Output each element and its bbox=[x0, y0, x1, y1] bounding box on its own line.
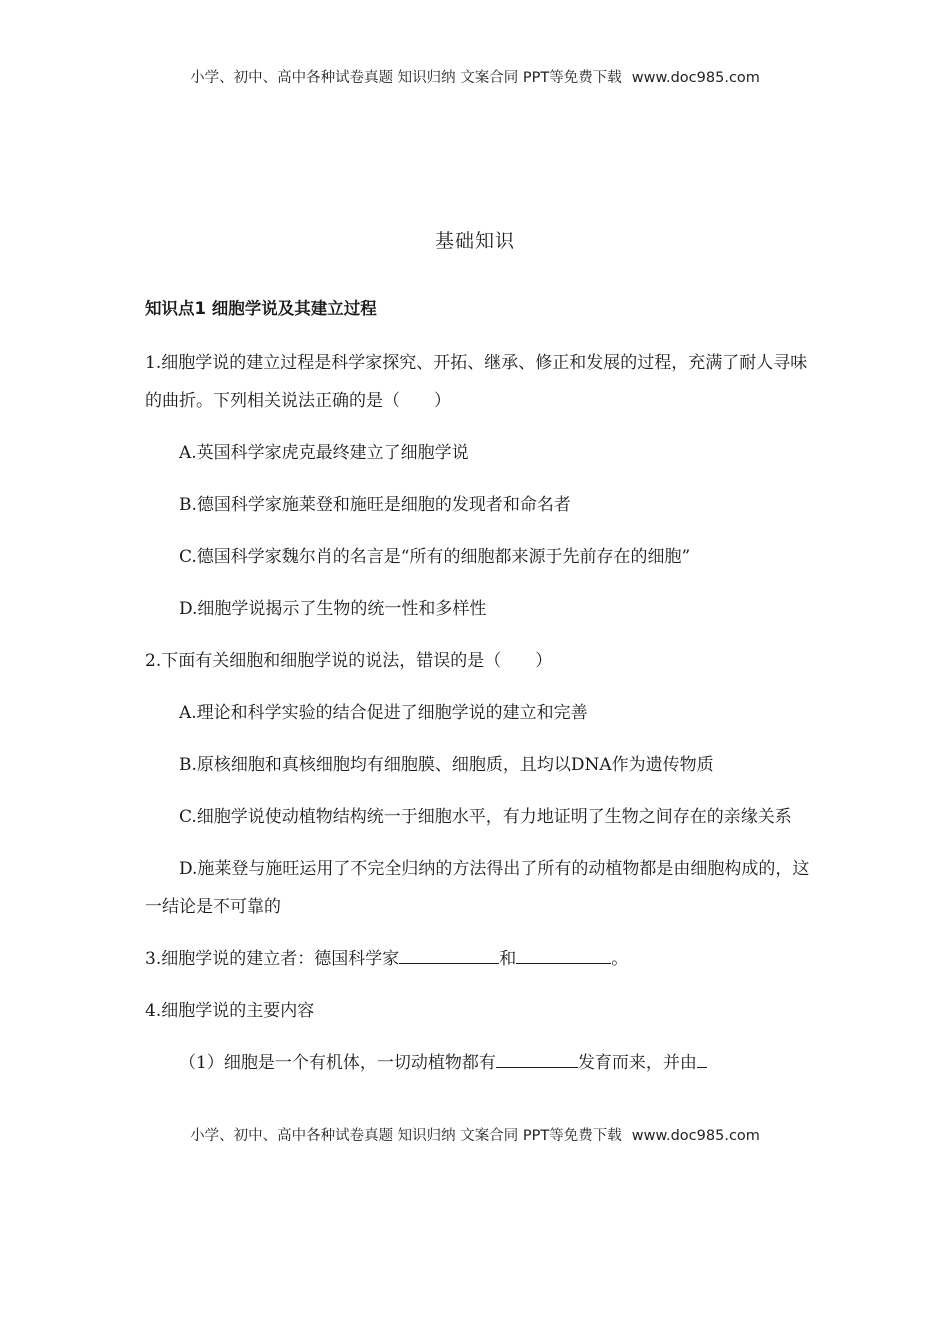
answer-blank-2[interactable] bbox=[516, 941, 611, 964]
question-3-suffix: 。 bbox=[611, 949, 629, 969]
question-1-stem: 1.细胞学说的建立过程是科学家探究、开拓、继承、修正和发展的过程，充满了耐人寻味的曲折。下列相关说法正确的是（ ） bbox=[145, 353, 808, 411]
page-footer bbox=[0, 1124, 950, 1145]
question-4-stem: 4.细胞学说的主要内容 bbox=[145, 1001, 315, 1021]
answer-blank-1[interactable] bbox=[399, 941, 499, 964]
question-2-option-b: B.原核细胞和真核细胞均有细胞膜、细胞质，且均以DNA作为遗传物质 bbox=[179, 755, 714, 775]
answer-blank-3[interactable] bbox=[496, 1045, 578, 1068]
question-3 bbox=[145, 940, 810, 978]
question-4-item-1-middle: 发育而来，并由 bbox=[577, 1053, 697, 1073]
footer-url[interactable]: www.doc985.com bbox=[631, 1128, 760, 1144]
question-1-option-d: D.细胞学说揭示了生物的统一性和多样性 bbox=[179, 599, 487, 619]
header-text: 小学、初中、高中各种试卷真题 知识归纳 文案合同 PPT等免费下载 bbox=[190, 70, 622, 86]
page-header bbox=[0, 66, 950, 87]
question-1-option-a: A.英国科学家虎克最终建立了细胞学说 bbox=[179, 443, 469, 463]
question-4-item-1-prefix: （1）细胞是一个有机体，一切动植物都有 bbox=[179, 1053, 496, 1073]
question-4-item-1 bbox=[145, 1044, 810, 1082]
question-2-option-a: A.理论和科学实验的结合促进了细胞学说的建立和完善 bbox=[179, 703, 588, 723]
question-1-option-c: C.德国科学家魏尔肖的名言是“所有的细胞都来源于先前存在的细胞” bbox=[179, 547, 691, 567]
question-3-middle: 和 bbox=[499, 949, 517, 969]
document-body bbox=[145, 290, 810, 1096]
footer-text: 小学、初中、高中各种试卷真题 知识归纳 文案合同 PPT等免费下载 bbox=[190, 1128, 622, 1144]
section-heading: 知识点1 细胞学说及其建立过程 bbox=[145, 299, 377, 318]
question-3-prefix: 3.细胞学说的建立者：德国科学家 bbox=[145, 949, 400, 969]
answer-blank-4[interactable] bbox=[697, 1045, 707, 1068]
header-url[interactable]: www.doc985.com bbox=[631, 70, 760, 86]
question-2-stem: 2.下面有关细胞和细胞学说的说法，错误的是（ ） bbox=[145, 651, 553, 671]
question-2-option-c: C.细胞学说使动植物结构统一于细胞水平，有力地证明了生物之间存在的亲缘关系 bbox=[179, 807, 792, 827]
question-2-option-d: D.施莱登与施旺运用了不完全归纳的方法得出了所有的动植物都是由细胞构成的，这一结论是不可靠的 bbox=[145, 859, 810, 917]
question-1-option-b: B.德国科学家施莱登和施旺是细胞的发现者和命名者 bbox=[179, 495, 571, 515]
page-title: 基础知识 bbox=[434, 230, 515, 252]
